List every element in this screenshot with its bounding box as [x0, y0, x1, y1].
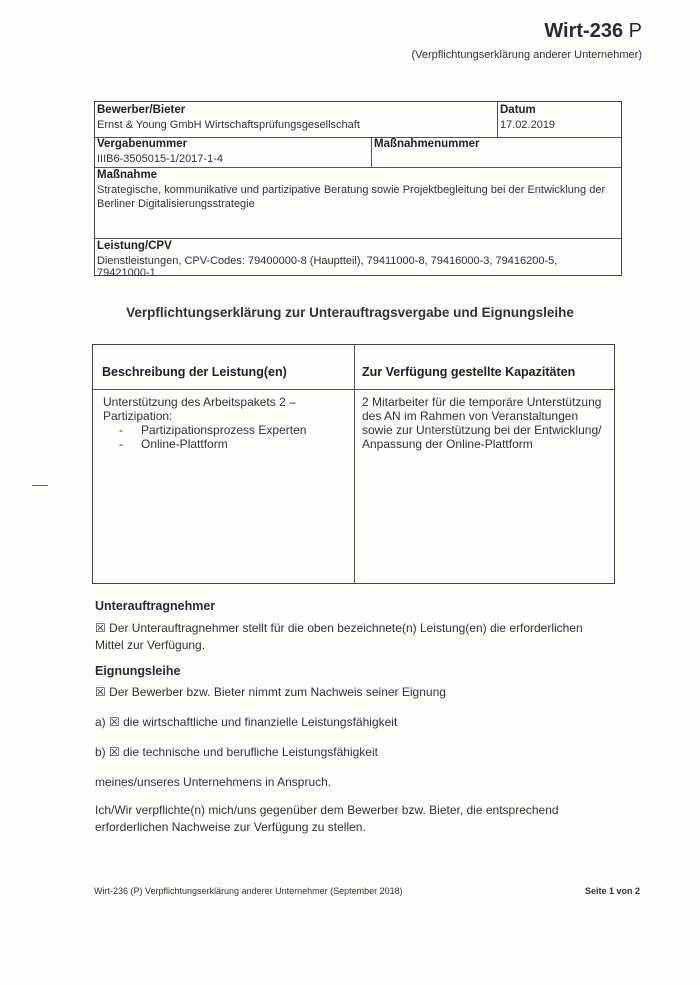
col1-cell — [103, 395, 306, 451]
col2-line: Anpassung der Online-Plattform — [362, 437, 533, 451]
col1-line1: Unterstützung des Arbeitspakets 2 – — [103, 395, 296, 409]
form-code-number: Wirt-236 — [544, 20, 624, 42]
footer-page-number: Seite 1 von 2 — [584, 886, 640, 896]
bidder-label: Bewerber/Bieter — [97, 104, 186, 116]
capacity-table — [92, 344, 615, 584]
service-value-line2: 79421000-1 — [97, 267, 156, 279]
obligation-line2: erforderlichen Nachweise zur Verfügung zu stellen. — [95, 820, 366, 834]
header-box — [94, 101, 622, 279]
divider — [497, 102, 498, 137]
award-number-value: IIIB6-3505015-1/2017-1-4 — [97, 153, 223, 165]
divider — [95, 167, 621, 168]
bidder-value: Ernst & Young GmbH Wirtschaftsprüfungsgesellschaft — [97, 119, 360, 131]
service-value-line1: Dienstleistungen, CPV-Codes: 79400000-8 (Hauptteil), 79411000-8, 79416000-3, 79416200-5, — [97, 255, 558, 267]
margin-mark — [32, 485, 48, 486]
checkbox-icon[interactable]: ☒ — [95, 685, 106, 699]
obligation-line1: Ich/Wir verpflichte(n) mich/uns gegenüber dem Bewerber bzw. Bieter, die entsprechend — [95, 803, 559, 817]
bullet: - — [119, 423, 123, 437]
date-label: Datum — [500, 104, 536, 116]
bullet-text: Online-Plattform — [141, 437, 228, 451]
option-a-text: die wirtschaftliche und finanzielle Leistungsfähigkeit — [123, 715, 398, 729]
measure-number-label: Maßnahmenummer — [374, 138, 480, 150]
option-b-prefix: b) — [95, 745, 106, 759]
footer-form-name: Wirt-236 (P) Verpflichtungserklärung anderer Unternehmer (September 2018) — [94, 886, 403, 896]
col1-line2: Partizipation: — [103, 409, 173, 423]
suitability-option-a — [95, 714, 397, 731]
divider — [371, 137, 372, 167]
list-item — [103, 437, 306, 451]
suitability-intro-text: Der Bewerber bzw. Bieter nimmt zum Nachweis seiner Eignung — [109, 685, 446, 699]
declaration-heading: Verpflichtungserklärung zur Unterauftragsvergabe und Eignungsleihe — [126, 305, 574, 320]
subcontractor-title: Unterauftragnehmer — [95, 599, 216, 613]
form-code — [544, 20, 642, 43]
award-number-label: Vergabenummer — [97, 138, 188, 150]
col2-header: Zur Verfügung gestellte Kapazitäten — [362, 365, 576, 379]
checkbox-icon[interactable]: ☒ — [109, 745, 120, 759]
bullet: - — [119, 437, 123, 451]
form-code-suffix: P — [628, 20, 642, 42]
suitability-intro — [95, 684, 446, 701]
checkbox-icon[interactable]: ☒ — [95, 621, 106, 635]
subcontractor-line1: Der Unterauftragnehmer stellt für die oben bezeichnete(n) Leistung(en) die erforderlichen — [109, 621, 583, 635]
option-b-text: die technische und berufliche Leistungsfähigkeit — [123, 745, 378, 759]
divider — [95, 238, 621, 239]
subcontractor-line2: Mittel zur Verfügung. — [95, 638, 206, 652]
subcontractor-statement — [95, 620, 583, 637]
col2-cell — [362, 395, 601, 451]
date-value: 17.02.2019 — [500, 119, 556, 131]
suitability-option-b — [95, 744, 378, 761]
col1-header: Beschreibung der Leistung(en) — [102, 365, 287, 379]
measure-value-line2: Berliner Digitalisierungsstrategie — [97, 198, 255, 210]
measure-label: Maßnahme — [97, 169, 158, 181]
service-label: Leistung/CPV — [97, 240, 172, 252]
table-column-divider — [354, 345, 355, 583]
col2-line: des AN im Rahmen von Veranstaltungen — [362, 409, 579, 423]
suitability-claim: meines/unseres Unternehmens in Anspruch. — [95, 775, 332, 789]
checkbox-icon[interactable]: ☒ — [109, 715, 120, 729]
suitability-title: Eignungsleihe — [95, 664, 181, 678]
col2-line: 2 Mitarbeiter für die temporäre Unterstützung — [362, 395, 602, 409]
list-item — [103, 423, 306, 437]
col2-line: sowie zur Unterstützung bei der Entwicklung/ — [362, 423, 602, 437]
option-a-prefix: a) — [95, 715, 106, 729]
measure-value-line1: Strategische, kommunikative und partizipative Beratung sowie Projektbegleitung bei der Entwicklung der — [97, 184, 606, 196]
form-subtitle: (Verpflichtungserklärung anderer Unternehmer) — [411, 49, 642, 61]
bullet-text: Partizipationsprozess Experten — [141, 423, 307, 437]
